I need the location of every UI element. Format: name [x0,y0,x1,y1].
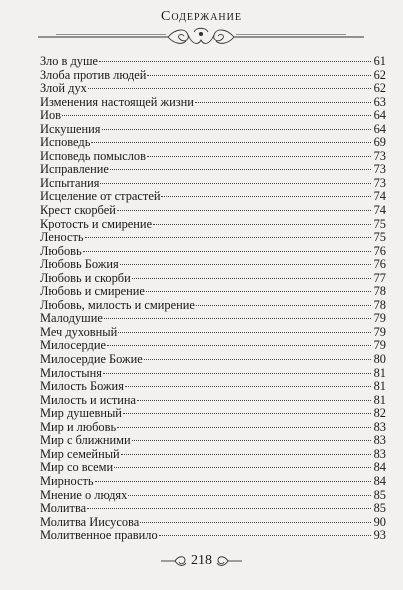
dot-leader [117,427,371,428]
dot-leader [132,278,371,279]
toc-entry-title: Зло в душе [40,54,99,68]
toc-entry [40,69,386,83]
toc-entry-page: 73 [373,175,386,190]
toc-entry [40,434,386,448]
dot-leader [146,291,371,292]
toc-entry-page: 90 [373,514,386,529]
dot-leader [88,88,371,89]
toc-entry [40,407,386,421]
dot-leader [144,359,371,360]
dot-leader [62,115,371,116]
toc-entry-title: Молитва Иисусова [40,514,140,529]
toc-entry-page: 79 [373,311,386,326]
toc-entry [40,367,386,381]
toc-entry-title: Исповедь помыслов [40,148,146,163]
toc-entry-page: 84 [373,473,386,488]
page-number: 218 [191,553,212,568]
toc-entry-title: Кротость и смирение [40,216,153,231]
toc-entry-title: Исповедь [40,135,91,150]
toc-entry-page: 83 [373,446,386,461]
toc-entry-page: 75 [373,216,386,231]
toc-entry-page: 83 [373,419,386,434]
toc-entry-title: Крест скорбей [40,203,116,218]
toc-entry-page: 85 [373,501,386,516]
toc-entry-page: 63 [373,94,386,109]
toc-entry [40,353,386,367]
toc-entry [40,489,386,503]
footer-ornament-left [161,554,187,568]
footer-ornament-right [216,554,242,568]
toc-entry [40,136,386,150]
toc-entry-page: 62 [373,67,386,82]
toc-entry-page: 83 [373,433,386,448]
toc-entry-page: 77 [373,270,386,285]
toc-entry-title: Мир и любовь [40,419,117,434]
dot-leader [125,386,371,387]
toc-entry-page: 75 [373,230,386,245]
toc-entry-page: 74 [373,203,386,218]
toc-entry [40,448,386,462]
toc-entry-page: 82 [373,406,386,421]
page-title: Содержание [161,9,242,24]
toc-entry-title: Исцеление от страстей [40,189,161,204]
toc-entry [40,150,386,164]
toc-entry-title: Любовь и смирение [40,284,145,299]
dot-leader [118,332,371,333]
toc-entry-title: Молитва [40,501,87,516]
toc-entry-title: Мир семейный [40,446,120,461]
toc-entry [40,421,386,435]
toc-entry [40,299,386,313]
toc-entry-page: 69 [373,135,386,150]
dot-leader [147,156,371,157]
toc-entry-page: 80 [373,352,386,367]
toc-entry-page: 64 [373,108,386,123]
toc-entry-title: Мирность [40,473,94,488]
toc-entry-page: 84 [373,460,386,475]
dot-leader [100,183,371,184]
toc-entry [40,516,386,530]
toc-entry-page: 81 [373,392,386,407]
toc-entry [40,245,386,259]
toc-entry [40,502,386,516]
toc-entry [40,231,386,245]
dot-leader [114,467,371,468]
dot-leader [132,440,371,441]
toc-entry [40,312,386,326]
dot-leader [87,508,371,509]
dot-leader [196,305,371,306]
dot-leader [95,481,371,482]
toc-entry-title: Злоба против людей [40,67,147,82]
toc-entry-title: Искушения [40,121,101,136]
toc-entry-title: Любовь и скорби [40,270,131,285]
toc-entry-title: Милость и истина [40,392,137,407]
toc-entry [40,55,386,69]
toc-entry [40,285,386,299]
toc-entry [40,190,386,204]
toc-entry-title: Мир душевный [40,406,122,421]
toc-entry-page: 61 [373,54,386,68]
header-ornament [36,26,366,48]
toc-entry-page: 79 [373,338,386,353]
dot-leader [102,129,372,130]
toc-entry-title: Исправление [40,162,109,177]
table-of-contents [40,55,386,543]
dot-leader [147,75,371,76]
dot-leader [140,522,371,523]
toc-entry-page: 79 [373,324,386,339]
toc-entry-page: 73 [373,162,386,177]
toc-entry [40,123,386,137]
toc-entry-title: Мир со всеми [40,460,114,475]
toc-entry [40,218,386,232]
toc-entry-title: Меч духовный [40,324,118,339]
toc-entry-title: Любовь [40,243,82,258]
page-footer [0,551,403,571]
toc-entry [40,177,386,191]
toc-entry [40,163,386,177]
toc-entry-title: Испытания [40,175,100,190]
toc-entry-title: Милость Божия [40,379,124,394]
toc-entry [40,96,386,110]
toc-entry-title: Любовь, милость и смирение [40,297,195,312]
toc-entry [40,529,386,543]
toc-entry [40,380,386,394]
toc-entry-title: Милосердие Божие [40,352,143,367]
dot-leader [104,318,371,319]
dot-leader [137,400,371,401]
toc-entry [40,475,386,489]
toc-entry-page: 78 [373,297,386,312]
dot-leader [85,237,371,238]
dot-leader [103,373,371,374]
dot-leader [195,102,371,103]
toc-entry-page: 81 [373,379,386,394]
toc-entry-page: 85 [373,487,386,502]
toc-entry [40,272,386,286]
dot-leader [117,210,371,211]
toc-entry-page: 62 [373,81,386,96]
dot-leader [153,224,371,225]
toc-entry-title: Леность [40,230,84,245]
toc-entry-title: Изменения настоящей жизни [40,94,194,109]
toc-entry-page: 76 [373,257,386,272]
toc-entry-page: 74 [373,189,386,204]
toc-entry-page: 78 [373,284,386,299]
toc-entry-title: Злой дух [40,81,87,96]
toc-entry-title: Милосердие [40,338,106,353]
toc-entry [40,258,386,272]
toc-entry-title: Иов [40,108,61,123]
toc-entry-page: 73 [373,148,386,163]
toc-entry-title: Милостыня [40,365,102,380]
toc-entry [40,204,386,218]
toc-entry-page: 81 [373,365,386,380]
toc-entry-title: Малодушие [40,311,103,326]
dot-leader [121,454,371,455]
dot-leader [107,345,371,346]
dot-leader [99,61,371,62]
toc-entry [40,394,386,408]
dot-leader [120,264,371,265]
dot-leader [110,169,371,170]
toc-entry-title: Мир с ближними [40,433,131,448]
toc-entry [40,82,386,96]
toc-entry-page: 76 [373,243,386,258]
dot-leader [161,196,371,197]
toc-entry-page: 64 [373,121,386,136]
toc-entry [40,109,386,123]
dot-leader [128,495,371,496]
toc-entry-page: 93 [373,528,386,543]
toc-entry-title: Молитвенное правило [40,528,158,543]
dot-leader [123,413,371,414]
toc-entry [40,461,386,475]
toc-entry-title: Любовь Божия [40,257,119,272]
dot-leader [159,535,371,536]
toc-entry-title: Мнение о людях [40,487,128,502]
dot-leader [91,142,371,143]
toc-entry [40,339,386,353]
dot-leader [83,251,371,252]
toc-entry [40,326,386,340]
